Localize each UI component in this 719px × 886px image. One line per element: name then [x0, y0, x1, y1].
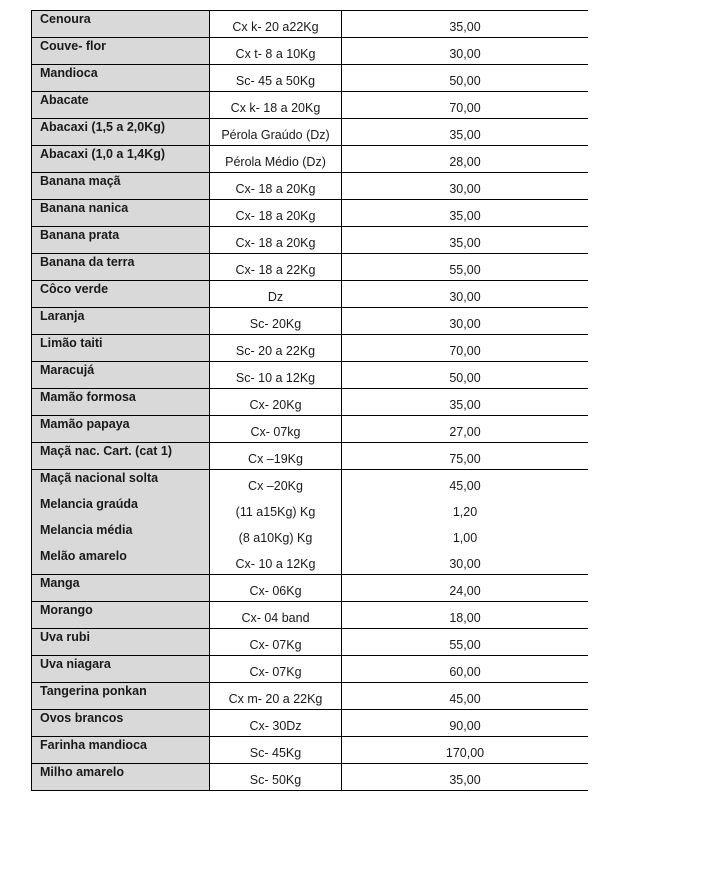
price-cell: 45,00 [342, 470, 589, 497]
table-row [32, 281, 589, 308]
unit-cell: Cx m- 20 a 22Kg [210, 683, 342, 710]
table-row [32, 200, 589, 227]
price-cell: 18,00 [342, 602, 589, 629]
product-name-cell: Ovos brancos [32, 710, 210, 737]
table-row [32, 38, 589, 65]
product-name-cell: Mamão papaya [32, 416, 210, 443]
product-name-cell: Melancia média [32, 522, 210, 548]
unit-cell: Cx- 18 a 22Kg [210, 254, 342, 281]
product-name-cell: Melão amarelo [32, 548, 210, 575]
table-row [32, 496, 589, 522]
price-cell: 70,00 [342, 92, 589, 119]
product-name-cell: Banana maçã [32, 173, 210, 200]
product-name-cell: Abacaxi (1,5 a 2,0Kg) [32, 119, 210, 146]
unit-cell: Cx –20Kg [210, 470, 342, 497]
table-row [32, 389, 589, 416]
unit-cell: Pérola Graúdo (Dz) [210, 119, 342, 146]
unit-cell: Cx- 07Kg [210, 629, 342, 656]
price-cell: 30,00 [342, 308, 589, 335]
unit-cell: Cx- 20Kg [210, 389, 342, 416]
unit-cell: Cx- 07kg [210, 416, 342, 443]
unit-cell: Cx t- 8 a 10Kg [210, 38, 342, 65]
table-row [32, 629, 589, 656]
product-name-cell: Maracujá [32, 362, 210, 389]
unit-cell: Cx- 18 a 20Kg [210, 200, 342, 227]
unit-cell: Dz [210, 281, 342, 308]
price-cell: 1,20 [452, 505, 478, 519]
table-row [32, 443, 589, 470]
price-cell: 55,00 [342, 254, 589, 281]
price-cell: 50,00 [342, 362, 589, 389]
table-row [32, 308, 589, 335]
unit-cell: Sc- 10 a 12Kg [210, 362, 342, 389]
price-cell: 45,00 [342, 683, 589, 710]
table-row [32, 710, 589, 737]
price-cell: 28,00 [342, 146, 589, 173]
price-cell: 27,00 [342, 416, 589, 443]
price-cell: 75,00 [342, 443, 589, 470]
table-row [32, 522, 589, 548]
table-row [32, 11, 589, 38]
product-name-cell: Laranja [32, 308, 210, 335]
price-cell: 90,00 [342, 710, 589, 737]
product-name-cell: Couve- flor [32, 38, 210, 65]
table-row [32, 764, 589, 791]
product-name-cell: Abacaxi (1,0 a 1,4Kg) [32, 146, 210, 173]
product-name-cell: Banana prata [32, 227, 210, 254]
product-name-cell: Côco verde [32, 281, 210, 308]
price-cell: 30,00 [342, 281, 589, 308]
unit-cell: (8 a10Kg) Kg [210, 522, 342, 548]
table-row [32, 146, 589, 173]
product-name-cell: Melancia graúda [32, 496, 210, 522]
price-cell: 60,00 [342, 656, 589, 683]
product-name-cell: Uva rubi [32, 629, 210, 656]
table-row [32, 470, 589, 497]
table-row [32, 548, 589, 575]
product-name-cell: Abacate [32, 92, 210, 119]
price-table-body [32, 11, 589, 791]
table-row [32, 602, 589, 629]
table-row [32, 737, 589, 764]
product-name-cell: Mandioca [32, 65, 210, 92]
table-row [32, 656, 589, 683]
unit-cell: (11 a15Kg) Kg [210, 496, 342, 522]
price-cell: 24,00 [342, 575, 589, 602]
product-name-cell: Maçã nacional solta [32, 470, 210, 497]
table-row [32, 683, 589, 710]
table-row [32, 173, 589, 200]
price-cell: 55,00 [342, 629, 589, 656]
product-name-cell: Maçã nac. Cart. (cat 1) [32, 443, 210, 470]
product-name-cell: Banana nanica [32, 200, 210, 227]
table-row [32, 65, 589, 92]
price-table [31, 10, 588, 791]
price-cell: 35,00 [342, 227, 589, 254]
unit-cell: Cx- 06Kg [210, 575, 342, 602]
unit-cell: Sc- 45Kg [210, 737, 342, 764]
table-row [32, 119, 589, 146]
product-name-cell: Mamão formosa [32, 389, 210, 416]
product-name-cell: Morango [32, 602, 210, 629]
unit-cell: Cx –19Kg [210, 443, 342, 470]
product-name-cell: Milho amarelo [32, 764, 210, 791]
table-row [32, 335, 589, 362]
unit-cell: Pérola Médio (Dz) [210, 146, 342, 173]
product-name-cell: Manga [32, 575, 210, 602]
unit-cell: Cx- 07Kg [210, 656, 342, 683]
product-name-cell: Farinha mandioca [32, 737, 210, 764]
unit-cell: Cx k- 20 a22Kg [210, 11, 342, 38]
table-row [32, 254, 589, 281]
unit-cell: Sc- 20 a 22Kg [210, 335, 342, 362]
price-cell: 30,00 [342, 173, 589, 200]
unit-cell: Cx- 18 a 20Kg [210, 227, 342, 254]
product-name-cell: Tangerina ponkan [32, 683, 210, 710]
unit-cell: Sc- 20Kg [210, 308, 342, 335]
unit-cell: Sc- 50Kg [210, 764, 342, 791]
price-cell: 30,00 [342, 548, 589, 575]
unit-cell: Cx- 18 a 20Kg [210, 173, 342, 200]
table-row [32, 362, 589, 389]
table-row [32, 227, 589, 254]
price-cell: 70,00 [342, 335, 589, 362]
table-row [32, 416, 589, 443]
unit-cell: Cx- 04 band [210, 602, 342, 629]
price-cell: 35,00 [342, 11, 589, 38]
unit-cell: Cx k- 18 a 20Kg [210, 92, 342, 119]
price-cell: 35,00 [342, 389, 589, 416]
price-cell: 35,00 [342, 119, 589, 146]
unit-cell: Cx- 30Dz [210, 710, 342, 737]
price-cell: 170,00 [342, 737, 589, 764]
unit-cell: Cx- 10 a 12Kg [210, 548, 342, 575]
price-cell: 35,00 [342, 764, 589, 791]
price-cell: 30,00 [342, 38, 589, 65]
price-cell: 1,00 [452, 531, 478, 545]
product-name-cell: Cenoura [32, 11, 210, 38]
unit-cell: Sc- 45 a 50Kg [210, 65, 342, 92]
table-row [32, 92, 589, 119]
table-row [32, 575, 589, 602]
price-cell: 50,00 [342, 65, 589, 92]
product-name-cell: Limão taiti [32, 335, 210, 362]
product-name-cell: Banana da terra [32, 254, 210, 281]
price-cell: 35,00 [342, 200, 589, 227]
product-name-cell: Uva niagara [32, 656, 210, 683]
